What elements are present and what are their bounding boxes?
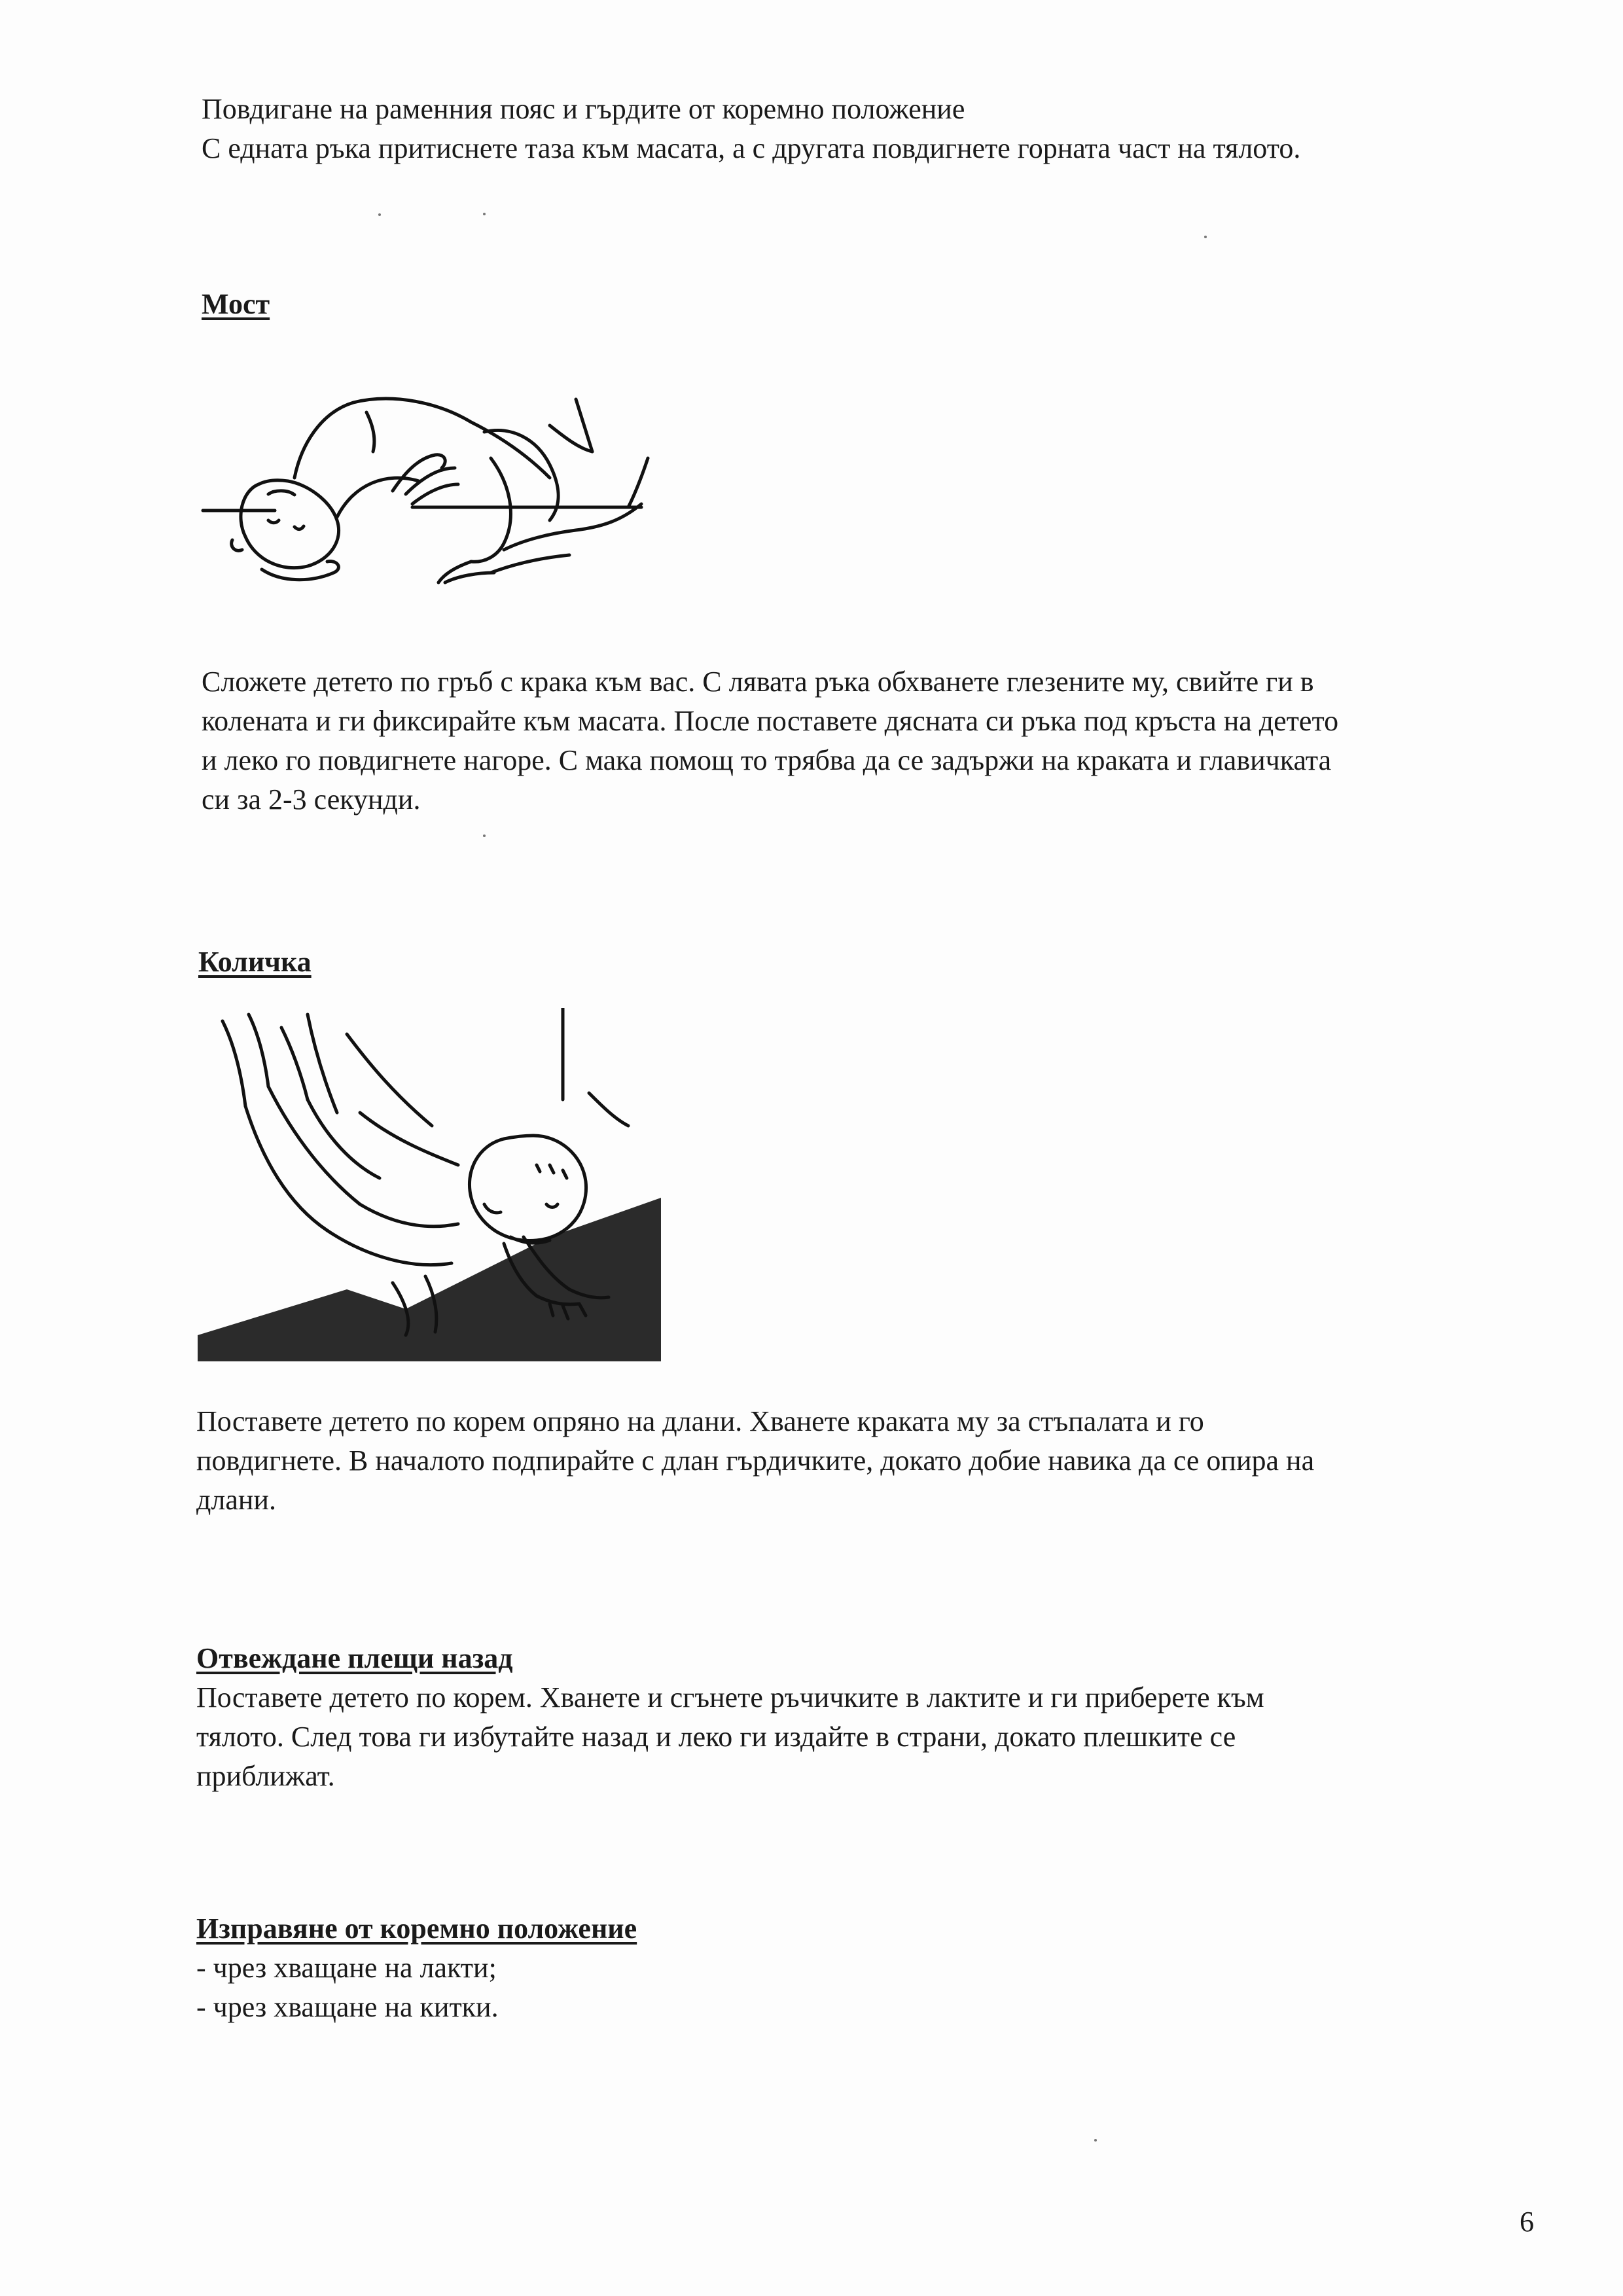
scan-speck: [483, 213, 486, 215]
infant-bridge-exercise-illustration: [196, 386, 668, 596]
section-heading-izpravyane: Изправяне от коремно положение: [196, 1912, 637, 1945]
most-line-1: Сложете детето по гръб с крака към вас. С лявата ръка обхванете глезените му, свийте ги в: [202, 666, 1314, 698]
most-description: [202, 662, 1338, 819]
most-line-3: и леко го повдигнете нагоре. С мака помощ то трябва да се задържи на краката и главичката: [202, 744, 1332, 776]
otvezhdane-line-2: тялото. След това ги избутайте назад и леко ги издайте в страни, докато плешките се: [196, 1721, 1236, 1753]
list-item: - чрез хващане на китки.: [196, 1991, 499, 2023]
section-heading-otvezhdane: Отвеждане плещи назад: [196, 1642, 513, 1674]
scan-speck: [1094, 2139, 1097, 2142]
kolichka-line-3: длани.: [196, 1484, 276, 1516]
scan-speck: [1204, 236, 1207, 238]
section-heading-kolichka: Количка: [198, 946, 312, 978]
scan-speck: [483, 834, 486, 837]
kolichka-line-2: повдигнете. В началото подпирайте с длан гърдичките, докато добие навика да се опира на: [196, 1444, 1315, 1477]
most-line-4: си за 2-3 секунди.: [202, 783, 421, 816]
section-heading-most: Мост: [202, 288, 270, 320]
otvezhdane-line-1: Поставете детето по корем. Хванете и сгънете ръчичките в лактите и ги приберете към: [196, 1681, 1264, 1713]
intro-title: Повдигане на раменния пояс и гърдите от коремно положение: [202, 93, 965, 125]
intro-text: С едната ръка притиснете таза към масата, а с другата повдигнете горната част на тялото.: [202, 132, 1301, 164]
infant-wheelbarrow-exercise-illustration: [196, 1008, 661, 1361]
scan-speck: [378, 213, 381, 216]
list-item: - чрез хващане на лакти;: [196, 1952, 497, 1984]
kolichka-description: [196, 1402, 1314, 1520]
otvezhdane-line-3: приближат.: [196, 1760, 335, 1792]
kolichka-line-1: Поставете детето по корем опряно на длани. Хванете краката му за стъпалата и го: [196, 1405, 1204, 1437]
page-number: 6: [1520, 2206, 1534, 2238]
izpravyane-list: [196, 1948, 499, 2027]
most-line-2: колената и ги фиксирайте към масата. После поставете дясната си ръка под кръста на детето: [202, 705, 1339, 737]
otvezhdane-description: [196, 1678, 1264, 1796]
